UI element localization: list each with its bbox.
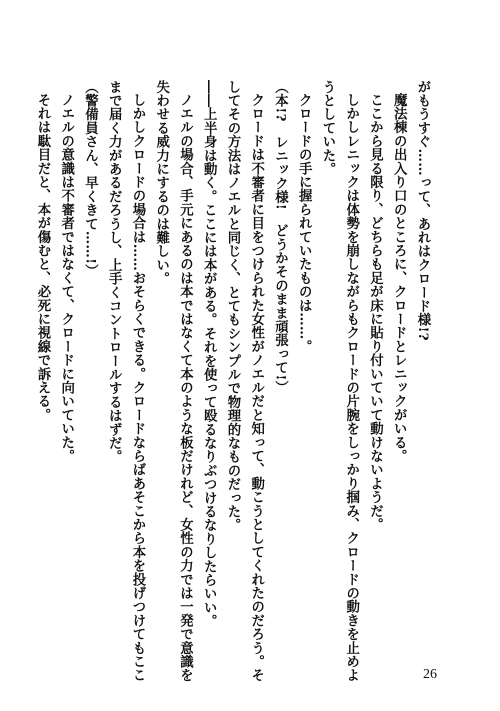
text-line: しかしクロードの場合は……おそらくできる。クロードならばあそこから本を投げつけてもここ — [130, 93, 146, 683]
text-line: まで届く力があるだろうし、上手くコントロールするはずだ。 — [106, 80, 123, 464]
text-line: ノエルの場合、手元にあるのは本ではなくて本のような板だけれど、女性の力では一発で意識を — [177, 93, 194, 683]
text-line: 魔法棟の出入り口のところに、クロードとレニックがいる。 — [391, 93, 408, 464]
page-number: 26 — [423, 667, 437, 682]
text-line: それは駄目だと、本が傷むと、必死に視線で訴える。 — [35, 93, 51, 423]
text-line: 失わせる威力にするのは難しい。 — [153, 80, 170, 286]
text-line: うとしていた。 — [320, 80, 336, 176]
text-line: しかしレニックは体勢を崩しながらもクロードの片腕をしっかり掴み、クロードの動きを止めよ — [343, 93, 360, 683]
text-line: クロードは不審者に目をつけられた女性がノエルだと知って、動こうとしてくれたのだろう。そ — [248, 93, 265, 683]
text-line: ここから見る限り、どちらも足が床に貼り付いていて動けないようだ。 — [367, 93, 384, 532]
text-line: がもうすぐ……って、あれはクロード様!? — [415, 80, 431, 341]
text-line: クロードの手に握られていたものは……。 — [296, 93, 313, 354]
text-line: してその方法はノエルと同じく、とてもシンプルで物理的なものだった。 — [225, 80, 241, 533]
text-line: （警備員さん、早くきて……!） — [82, 80, 99, 278]
text-line: ノエルの意識は不審者ではなくて、クロードに向いていた。 — [58, 93, 75, 464]
text-line: （本!? レニック様! どうかそのまま頑張って!） — [272, 80, 289, 395]
text-line: ――上半身は動く。ここには本がある。それを使って殴るなりぶつけるなりしたらいい。 — [201, 80, 218, 628]
